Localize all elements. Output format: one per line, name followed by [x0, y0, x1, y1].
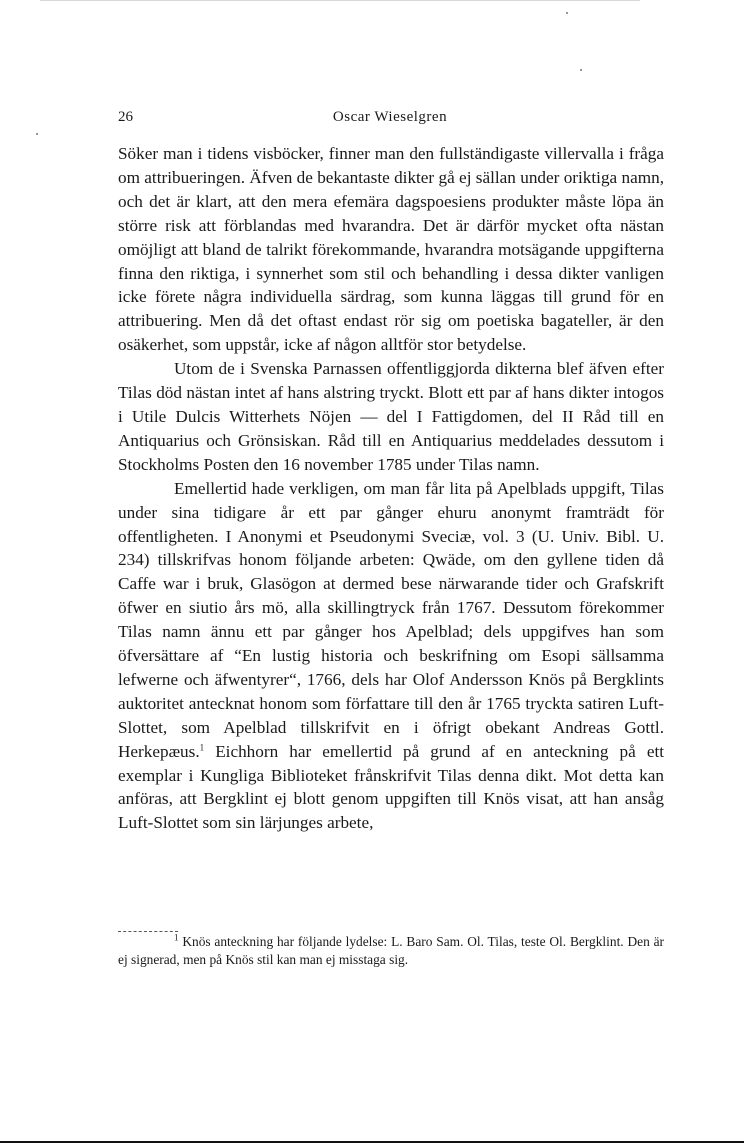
page-header	[118, 109, 662, 131]
scan-speck	[566, 12, 568, 14]
scan-edge-top	[40, 0, 640, 1]
paragraph-3-text: Emellertid hade verkligen, om man får lita på Apelblads uppgift, Tilas under sina tidigare år ett par gånger ehuru anonymt framträdt för offentligheten. I Anonymi et Pseudonymi Sveciæ, vol. 3 (U. Univ. Bibl. U. 234) tillskrifvas honom följande arbeten: Qwäde, om den gyllene tiden då Caffe war i bruk, Glasögon at dermed bese närwarande tider och Grafskrift öfwer en siutio års mö, alla skillingtryck från 1767. Dessutom förekommer Tilas namn ännu ett par gånger hos Apelblad; dels uppgifves han som öfversättare af “En lustig historia och beskrifning om Esopi sällsamma lefwerne och äfwentyrer“, 1766, dels har Olof Andersson Knös på Bergklints auktoritet antecknat honom som författare till den år 1765 tryckta satiren Luft-Slottet, som Apelblad tillskrifvit en i öfrigt obekant Andreas Gottl. Herkepæus.	[118, 478, 664, 761]
footnote-text: Knös anteckning har följande lydelse: L. Baro Sam. Ol. Tilas, teste Ol. Bergklint. Den är ej signerad, men på Knös stil kan man ej misstaga sig.	[118, 934, 664, 967]
footnotes	[118, 933, 664, 969]
scan-speck	[580, 69, 582, 71]
footnote-marker: 1	[174, 932, 179, 943]
footnote-reference: 1	[199, 741, 205, 752]
footnote-1	[118, 933, 664, 969]
paragraph-2: Utom de i Svenska Parnassen offentliggjorda dikterna blef äfven efter Tilas död nästan intet af hans alstring tryckt. Blott ett par af hans dikter intogos i Utile Dulcis Witterhets Nöjen — del I Fattigdomen, del II Råd till en Antiquarius och Grönsiskan. Råd till en Antiquarius meddelades dessutom i Stockholms Posten den 16 november 1785 under Tilas namn.	[118, 359, 664, 474]
footnote-divider	[118, 931, 178, 932]
running-head: Oscar Wieselgren	[332, 109, 448, 125]
paragraph-3	[118, 477, 664, 836]
body-text	[118, 142, 664, 835]
scan-speck	[36, 133, 38, 135]
page-number: 26	[118, 109, 133, 125]
paragraph-3-continuation: Eichhorn har emellertid på grund af en anteckning på ett exemplar i Kungliga Biblioteket frånskrifvit Tilas denna dikt. Mot detta kan anföras, att Bergklint ej blott genom uppgiften till Knös visat, att han ansåg Luft-Slottet som sin lärjunges arbete,	[118, 741, 665, 833]
paragraph-1: Söker man i tidens visböcker, finner man den fullständigaste villervalla i fråga om attribueringen. Äfven de bekantaste dikter gå ej sällan under oriktiga namn, och det är klart, att den mera efemära dagspoesiens produkter måste löpa än större risk att förblandas med hvarandra. Det är därför mycket ofta nästan omöjligt att bland de talrikt förekommande, hvarandra motsägande uppgifterna finna den riktiga, i synnerhet som stil och behandling i dessa dikter vanligen icke förete några individuella särdrag, som kunna läggas till grund för en attribuering. Men då det oftast endast rör sig om poetiska bagateller, är den osäkerhet, som uppstår, icke af någon alltför stor betydelse.	[118, 144, 664, 355]
